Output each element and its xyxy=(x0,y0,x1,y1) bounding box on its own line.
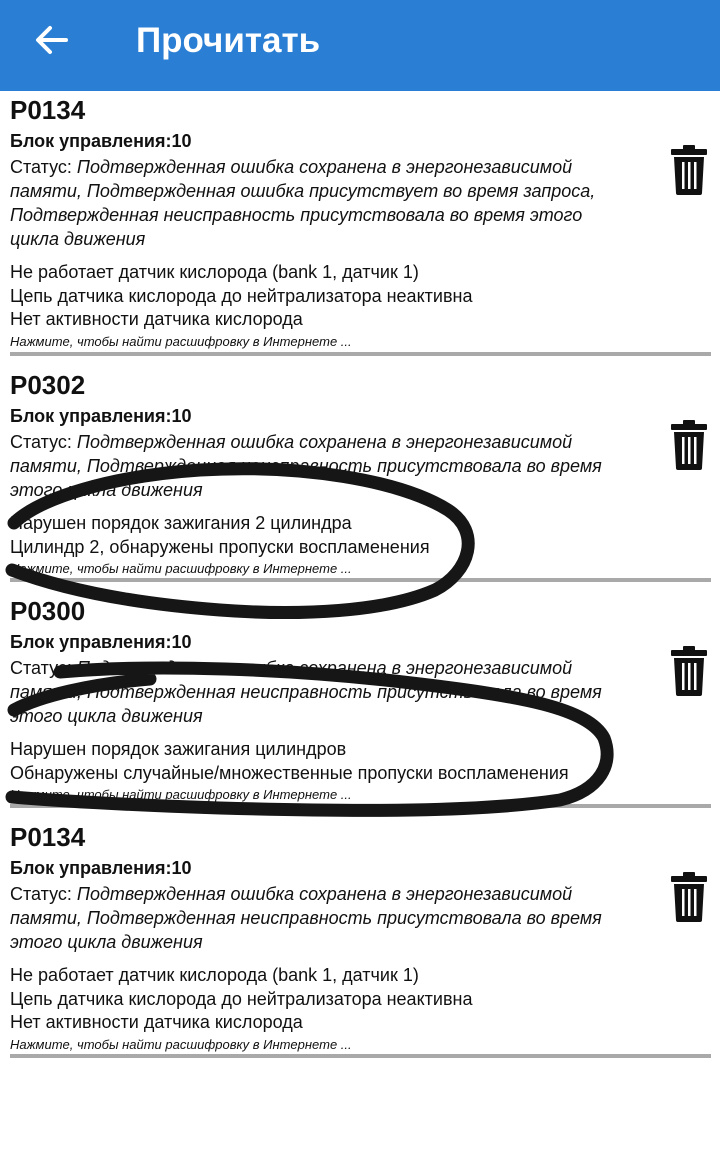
trash-icon[interactable] xyxy=(670,872,708,922)
error-card[interactable] xyxy=(0,95,720,360)
error-description: Нет активности датчика кислорода xyxy=(10,309,303,329)
page-title: Прочитать xyxy=(136,21,321,60)
error-card[interactable] xyxy=(0,596,720,811)
error-code: P0302 xyxy=(10,370,86,400)
status-text: Статус: Подтвержденная ошибка сохранена в энергонезависимой памяти, Подтвержденная неисправность присутствовала во время этого цикла движения xyxy=(10,658,602,726)
control-unit-label: Блок управления:10 xyxy=(10,858,192,878)
error-description: Обнаружены случайные/множественные пропуски воспламенения xyxy=(10,763,569,783)
search-online-link[interactable]: Нажмите, чтобы найти расшифровку в Интернете ... xyxy=(10,334,352,349)
search-online-link[interactable]: Нажмите, чтобы найти расшифровку в Интернете ... xyxy=(10,787,352,802)
error-description: Цилиндр 2, обнаружены пропуски воспламенения xyxy=(10,537,430,557)
error-description: Цепь датчика кислорода до нейтрализатора неактивна xyxy=(10,286,473,306)
control-unit-label: Блок управления:10 xyxy=(10,406,192,426)
error-description: Не работает датчик кислорода (bank 1, датчик 1) xyxy=(10,965,419,985)
error-description: Не работает датчик кислорода (bank 1, датчик 1) xyxy=(10,262,419,282)
error-description: Нет активности датчика кислорода xyxy=(10,1012,303,1032)
control-unit-label: Блок управления:10 xyxy=(10,632,192,652)
error-code: P0134 xyxy=(10,95,86,125)
search-online-link[interactable]: Нажмите, чтобы найти расшифровку в Интернете ... xyxy=(10,561,352,576)
status-text: Статус: Подтвержденная ошибка сохранена в энергонезависимой памяти, Подтвержденная неисправность присутствовала во время этого цикла движения xyxy=(10,432,602,500)
back-button[interactable] xyxy=(22,16,80,64)
divider xyxy=(10,1054,711,1058)
trash-icon[interactable] xyxy=(670,646,708,696)
error-description: Нарушен порядок зажигания 2 цилиндра xyxy=(10,513,352,533)
error-description: Цепь датчика кислорода до нейтрализатора неактивна xyxy=(10,989,473,1009)
error-code: P0134 xyxy=(10,822,86,852)
divider xyxy=(10,804,711,808)
error-description: Нарушен порядок зажигания цилиндров xyxy=(10,739,347,759)
error-code: P0300 xyxy=(10,596,86,626)
error-card[interactable] xyxy=(0,822,720,1062)
trash-icon[interactable] xyxy=(670,145,708,195)
control-unit-label: Блок управления:10 xyxy=(10,131,192,151)
arrow-left-icon xyxy=(34,25,68,55)
trash-icon[interactable] xyxy=(670,420,708,470)
status-text: Статус: Подтвержденная ошибка сохранена в энергонезависимой памяти, Подтвержденная неисправность присутствовала во время этого цикла движения xyxy=(10,884,602,952)
app-bar xyxy=(0,0,720,91)
search-online-link[interactable]: Нажмите, чтобы найти расшифровку в Интернете ... xyxy=(10,1037,352,1052)
divider xyxy=(10,352,711,356)
error-card[interactable] xyxy=(0,370,720,585)
divider xyxy=(10,578,711,582)
status-text: Статус: Подтвержденная ошибка сохранена в энергонезависимой памяти, Подтвержденная ошибка присутствует во время запроса, Подтвержденная неисправность присутствовала во время этого цикла движения xyxy=(10,157,596,249)
